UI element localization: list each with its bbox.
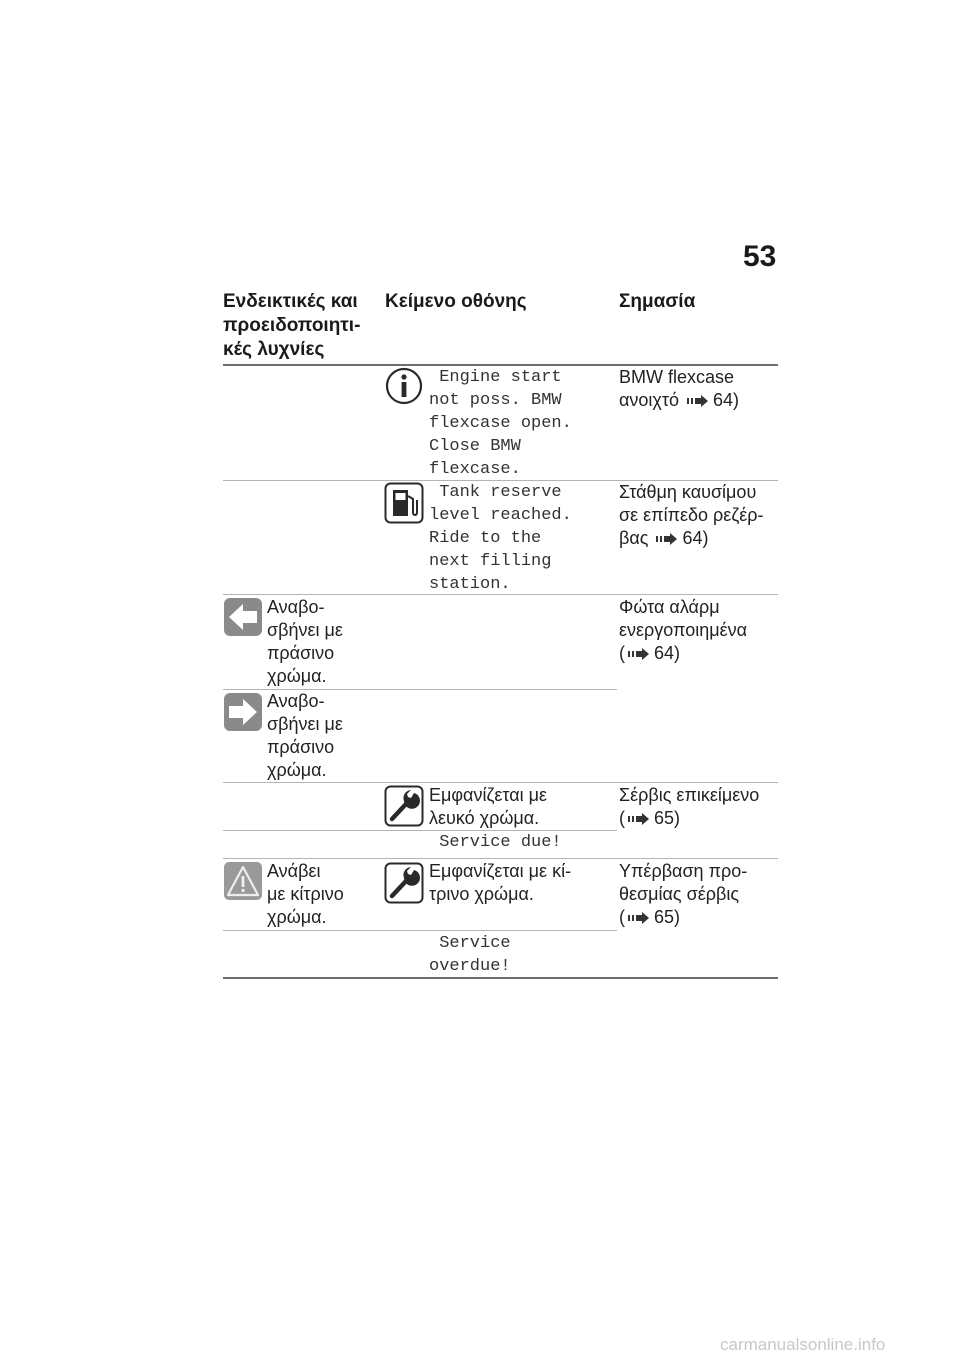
display-text-service-due: Service due! (429, 833, 562, 852)
meaning-text: Φώτα αλάρμ ενεργοποιημένα ( (619, 597, 748, 663)
header-line: Ενδεικτικές και (223, 291, 358, 312)
page-ref: 64) (713, 390, 740, 410)
page-ref: 64) (682, 528, 709, 548)
display-text-tank-reserve: Tank reserve level reached. Ride to the next filling station. (429, 483, 572, 594)
meaning-text: Υπέρβαση προ- θεσμίας σέρβις ( (619, 861, 748, 927)
display-text-service-due-color: Εμφανίζεται με λευκό χρώμα. (429, 785, 548, 828)
indicator-text-warning: Ανάβει με κίτρινο χρώμα. (267, 861, 344, 927)
meaning-hazard-lights (619, 596, 747, 667)
display-text-service-overdue-color: Εμφανίζεται με κί- τρινο χρώμα. (429, 861, 572, 904)
page-reference-arrow-icon (628, 809, 650, 832)
header-line: κές λυχνίες (223, 339, 325, 360)
indicator-text-right: Αναβο- σβήνει με πράσινο χρώμα. (267, 691, 343, 780)
indicator-text-left: Αναβο- σβήνει με πράσινο χρώμα. (267, 597, 343, 686)
header-indicator-lights (223, 290, 373, 362)
page-reference-arrow-icon (628, 908, 650, 931)
header-meaning: Σημασία (619, 291, 696, 312)
page-reference-arrow-icon (656, 529, 678, 552)
wrench-icon (384, 862, 424, 909)
page-ref: 64) (654, 643, 681, 663)
page-reference-arrow-icon (687, 391, 709, 414)
page-ref: 65) (654, 907, 681, 927)
meaning-flexcase (619, 366, 739, 414)
meaning-text: Στάθμη καυσίμου σε επίπεδο ρεζέρ- βας (619, 482, 764, 548)
meaning-text: BMW flexcase ανοιχτό (619, 367, 735, 410)
wrench-icon (384, 785, 424, 832)
header-display-text: Κείμενο οθόνης (385, 291, 527, 312)
display-text-flexcase: Engine start not poss. BMW flexcase open. Close BMW flexcase. (429, 368, 572, 479)
meaning-tank-reserve (619, 481, 779, 552)
meaning-service-overdue (619, 860, 747, 931)
page-ref: 65) (654, 808, 681, 828)
header-line: προειδοποιητι- (223, 315, 361, 336)
turn-left-arrow-icon (224, 598, 262, 641)
warning-triangle-icon (224, 862, 262, 905)
row-divider (223, 782, 778, 783)
page-reference-arrow-icon (628, 644, 650, 667)
meaning-text: Σέρβις επικείμενο ( (619, 785, 760, 828)
row-divider (223, 930, 617, 931)
turn-right-arrow-icon (224, 693, 262, 736)
meaning-service-due (619, 784, 759, 832)
fuel-pump-icon (384, 482, 424, 529)
info-icon (385, 366, 423, 411)
display-text-service-overdue: Service overdue! (429, 934, 511, 976)
footer-watermark: carmanualsonline.info (720, 1335, 886, 1354)
page-number: 53 (743, 240, 777, 273)
row-divider (223, 858, 778, 859)
